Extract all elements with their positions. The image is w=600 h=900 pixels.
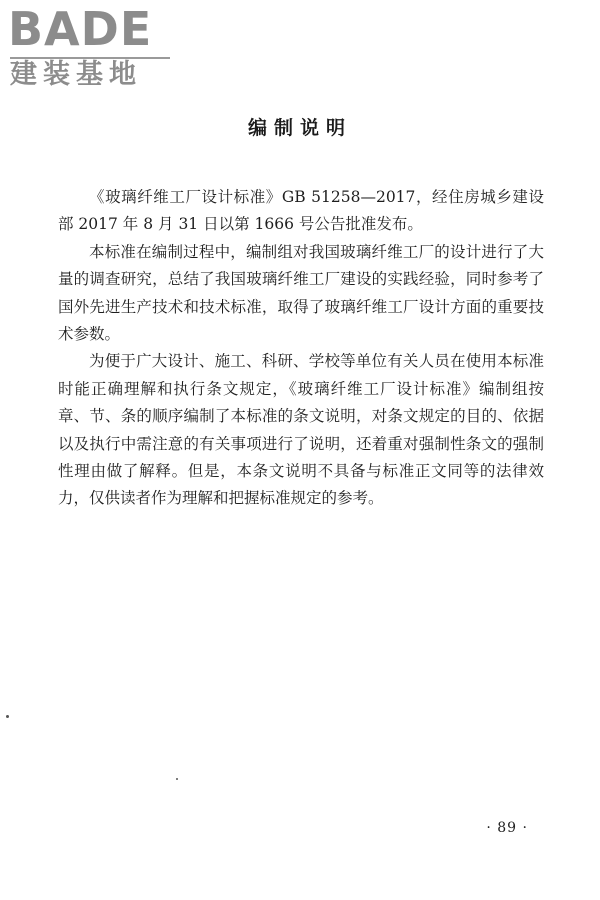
paragraph-2: 本标准在编制过程中，编制组对我国玻璃纤维工厂的设计进行了大量的调查研究，总结了我国玻璃纤维工厂建设的实践经验，同时参考了国外先进生产技术和技术标准，取得了玻璃纤维工厂设计方面的重要技术参数。 bbox=[58, 242, 544, 344]
scan-speck bbox=[6, 715, 9, 718]
paragraph-3: 为便于广大设计、施工、科研、学校等单位有关人员在使用本标准时能正确理解和执行条文规定，《玻璃纤维工厂设计标准》编制组按章、节、条的顺序编制了本标准的条文说明，对条文规定的目的、依据以及执行中需注意的有关事项进行了说明，还着重对强制性条文的强制性理由做了解释。但是，本条文说明不具备与标准正文同等的法律效力，仅供读者作为理解和把握标准规定的参考。 bbox=[58, 352, 544, 508]
page-title: 编制说明 bbox=[247, 117, 352, 139]
logo-wordmark: BADE bbox=[8, 2, 153, 56]
body-text bbox=[58, 184, 544, 513]
scan-speck bbox=[176, 778, 178, 780]
logo-chinese-name: 建装基地 bbox=[10, 59, 142, 90]
bade-logo bbox=[8, 4, 178, 90]
page-number: · 89 · bbox=[486, 820, 528, 836]
paragraph-1: 《玻璃纤维工厂设计标准》GB 51258—2017，经住房城乡建设部 2017 年 8 月 31 日以第 1666 号公告批准发布。 bbox=[58, 188, 544, 234]
